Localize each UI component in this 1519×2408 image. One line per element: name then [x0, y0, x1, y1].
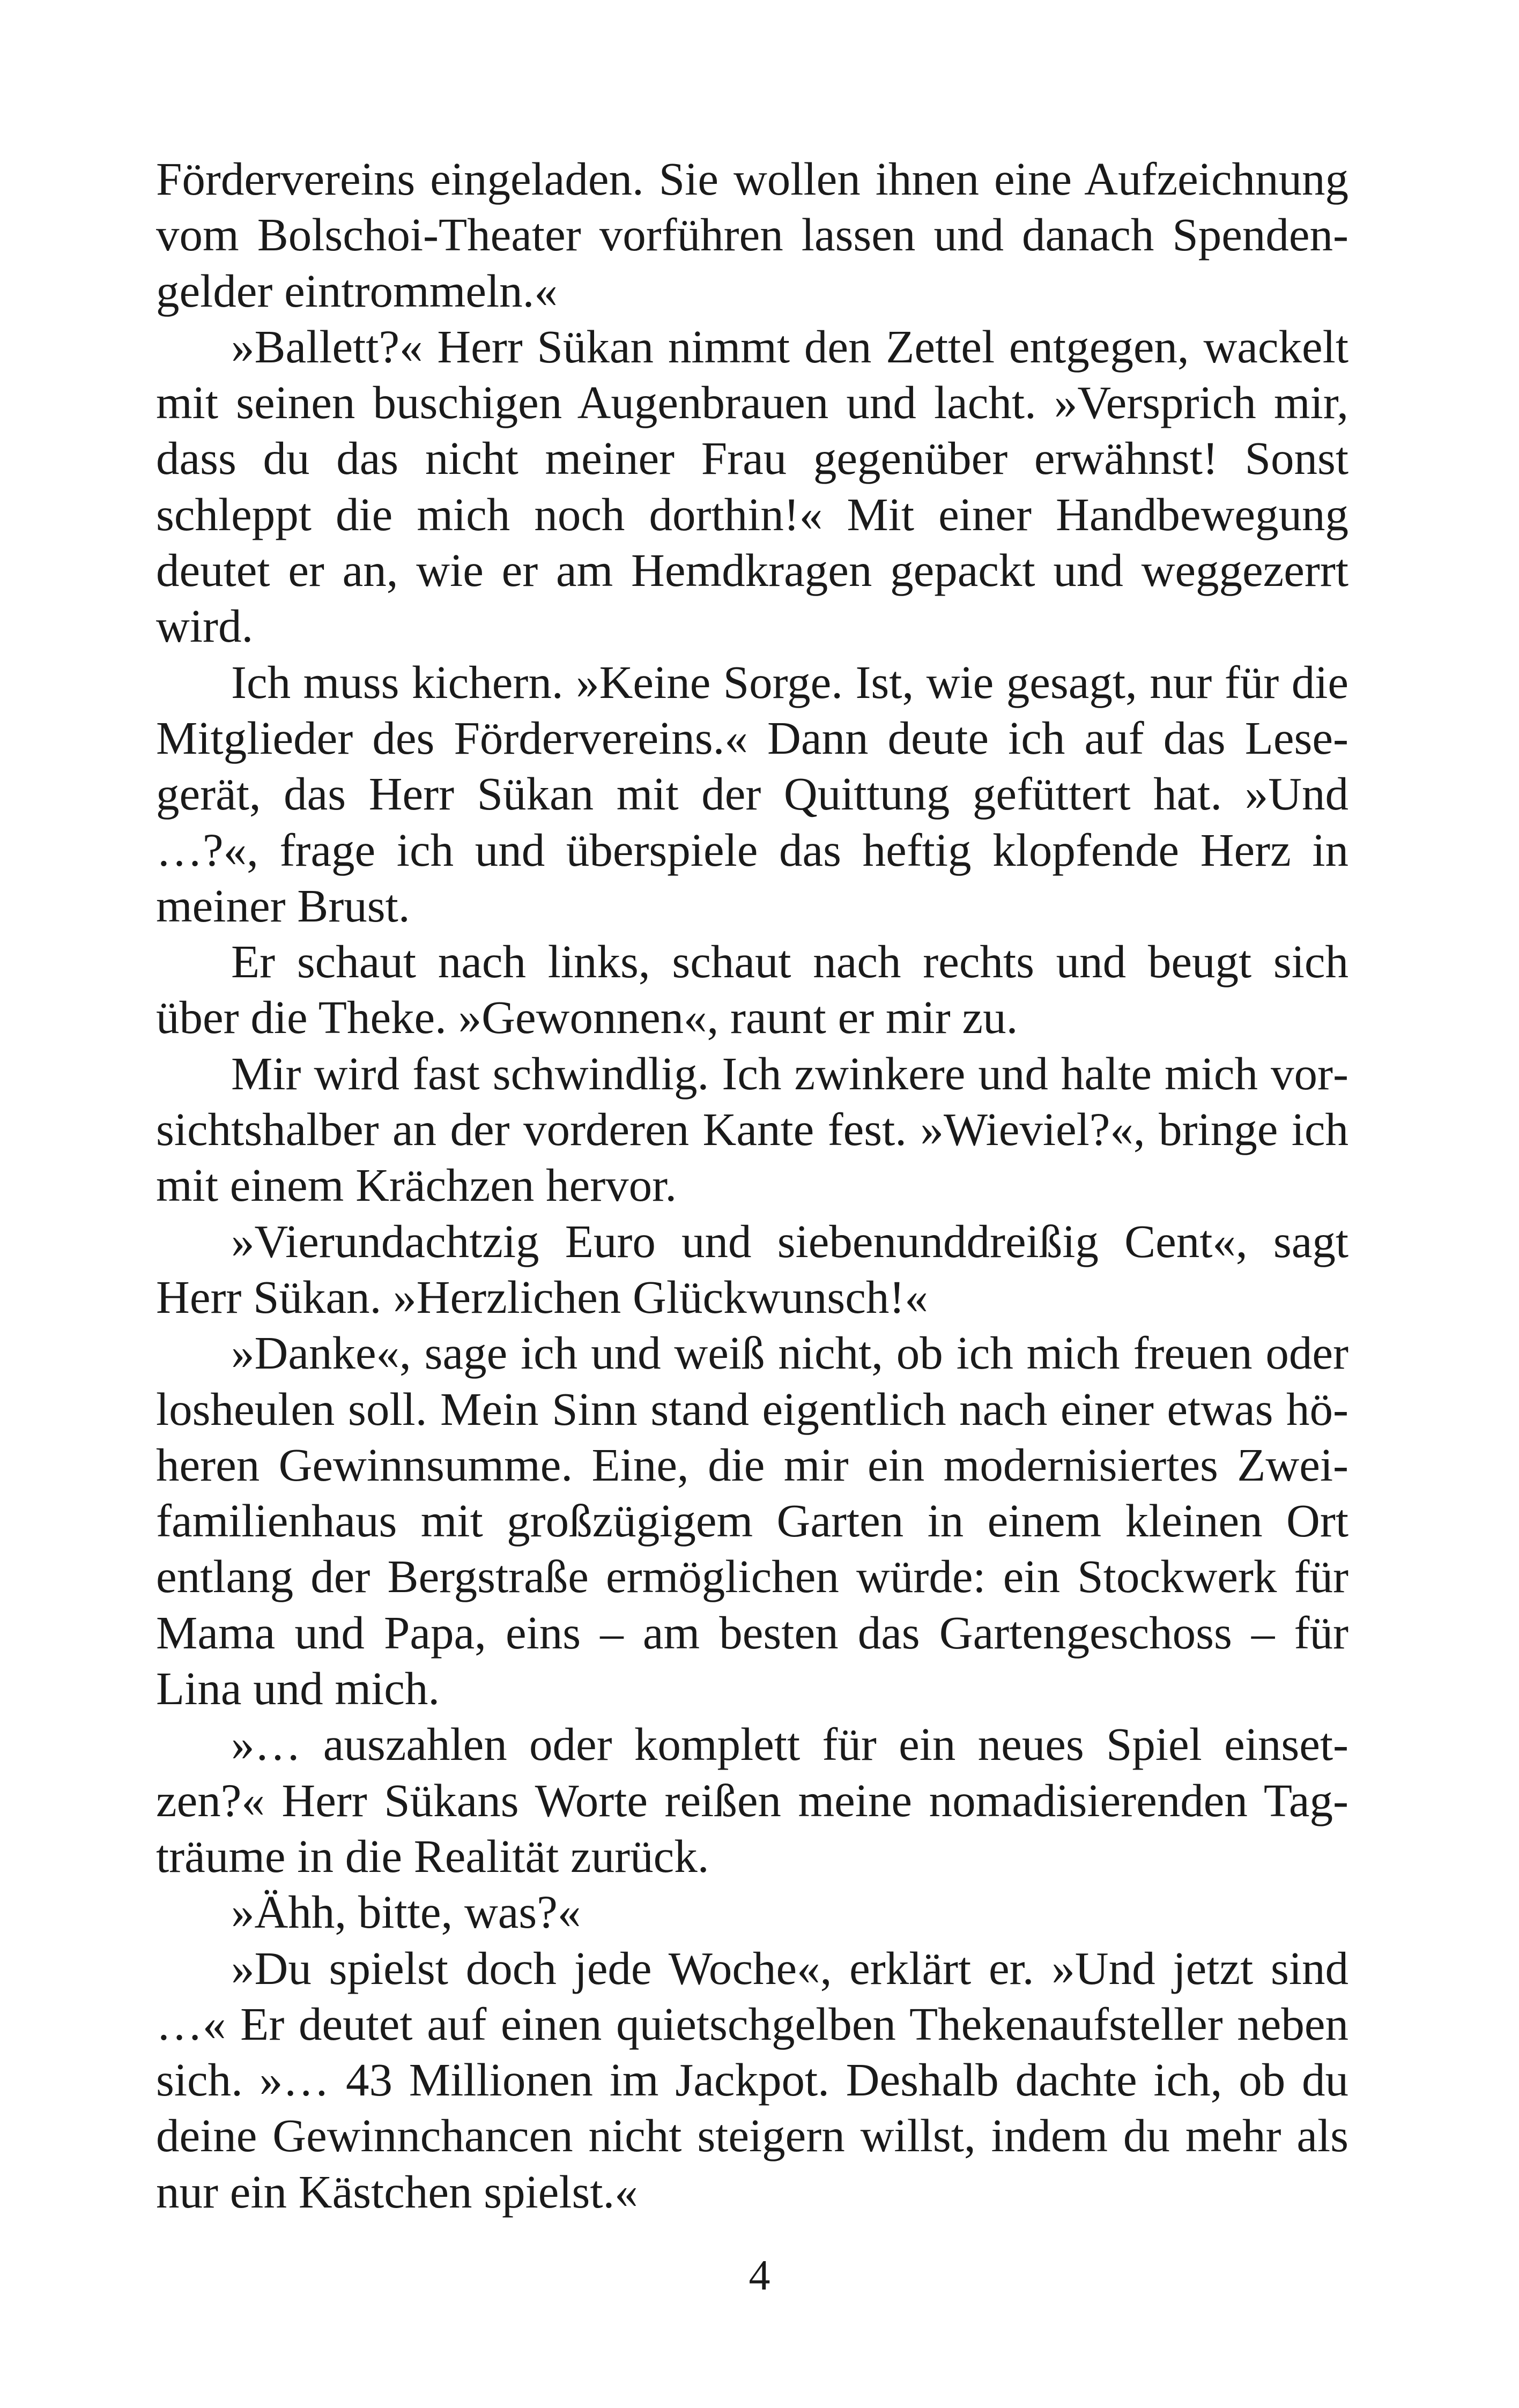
paragraph: »Vierundachtzig Euro und siebenunddreißig Cent«, sagt Herr Sükan. »Herzlichen Glückwunsch!«	[156, 1215, 1348, 1323]
paragraph: Fördervereins eingeladen. Sie wollen ihnen eine Aufzeichnung vom Bolschoi-Theater vorführen lassen und danach Spendengelder eintrommeln.«	[156, 153, 1348, 317]
body-text	[156, 151, 1348, 2220]
paragraph: »Ähh, bitte, was?«	[231, 1886, 581, 1938]
page-number: 4	[749, 2252, 770, 2299]
paragraph: »… auszahlen oder komplett für ein neues Spiel einsetzen?« Herr Sükans Worte reißen meine nomadisierenden Tagträume in die Realität zurück.	[156, 1718, 1348, 1882]
paragraph: Er schaut nach links, schaut nach rechts und beugt sich über die Theke. »Gewonnen«, raunt er mir zu.	[156, 935, 1348, 1044]
paragraph: »Ballett?« Herr Sükan nimmt den Zettel entgegen, wackelt mit seinen buschigen Augenbrauen und lacht. »Versprich mir, dass du das nicht meiner Frau gegenüber erwähnst! Sonst schleppt die mich noch dorthin!« Mit einer Handbewegung deutet er an, wie er am Hemdkragen gepackt und weggezerrt wird.	[156, 320, 1348, 652]
paragraph: »Du spielst doch jede Woche«, erklärt er. »Und jetzt sind …« Er deutet auf einen quietschgelben Thekenaufsteller neben sich. »… 43 Millionen im Jackpot. Deshalb dachte ich, ob du deine Gewinnchancen nicht steigern willst, indem du mehr als nur ein Kästchen spielst.«	[156, 1942, 1348, 2218]
paragraph: »Danke«, sage ich und weiß nicht, ob ich mich freuen oder losheulen soll. Mein Sinn stand eigentlich nach einer etwas höheren Gewinnsumme. Eine, die mir ein modernisiertes Zweifamilienhaus mit großzügigem Garten in einem kleinen Ort entlang der Bergstraße ermöglichen würde: ein Stockwerk für Mama und Papa, eins – am besten das Gartengeschoss – für Lina und mich.	[156, 1327, 1348, 1715]
paragraph: Mir wird fast schwindlig. Ich zwinkere und halte mich vorsichtshalber an der vorderen Kante fest. »Wieviel?«, bringe ich mit einem Krächzen hervor.	[156, 1047, 1348, 1212]
paragraph: Ich muss kichern. »Keine Sorge. Ist, wie gesagt, nur für die Mitglieder des Fördervereins.« Dann deute ich auf das Lesegerät, das Herr Sükan mit der Quittung gefüttert hat. »Und …?«, frage ich und überspiele das heftig klopfende Herz in meiner Brust.	[156, 656, 1348, 932]
